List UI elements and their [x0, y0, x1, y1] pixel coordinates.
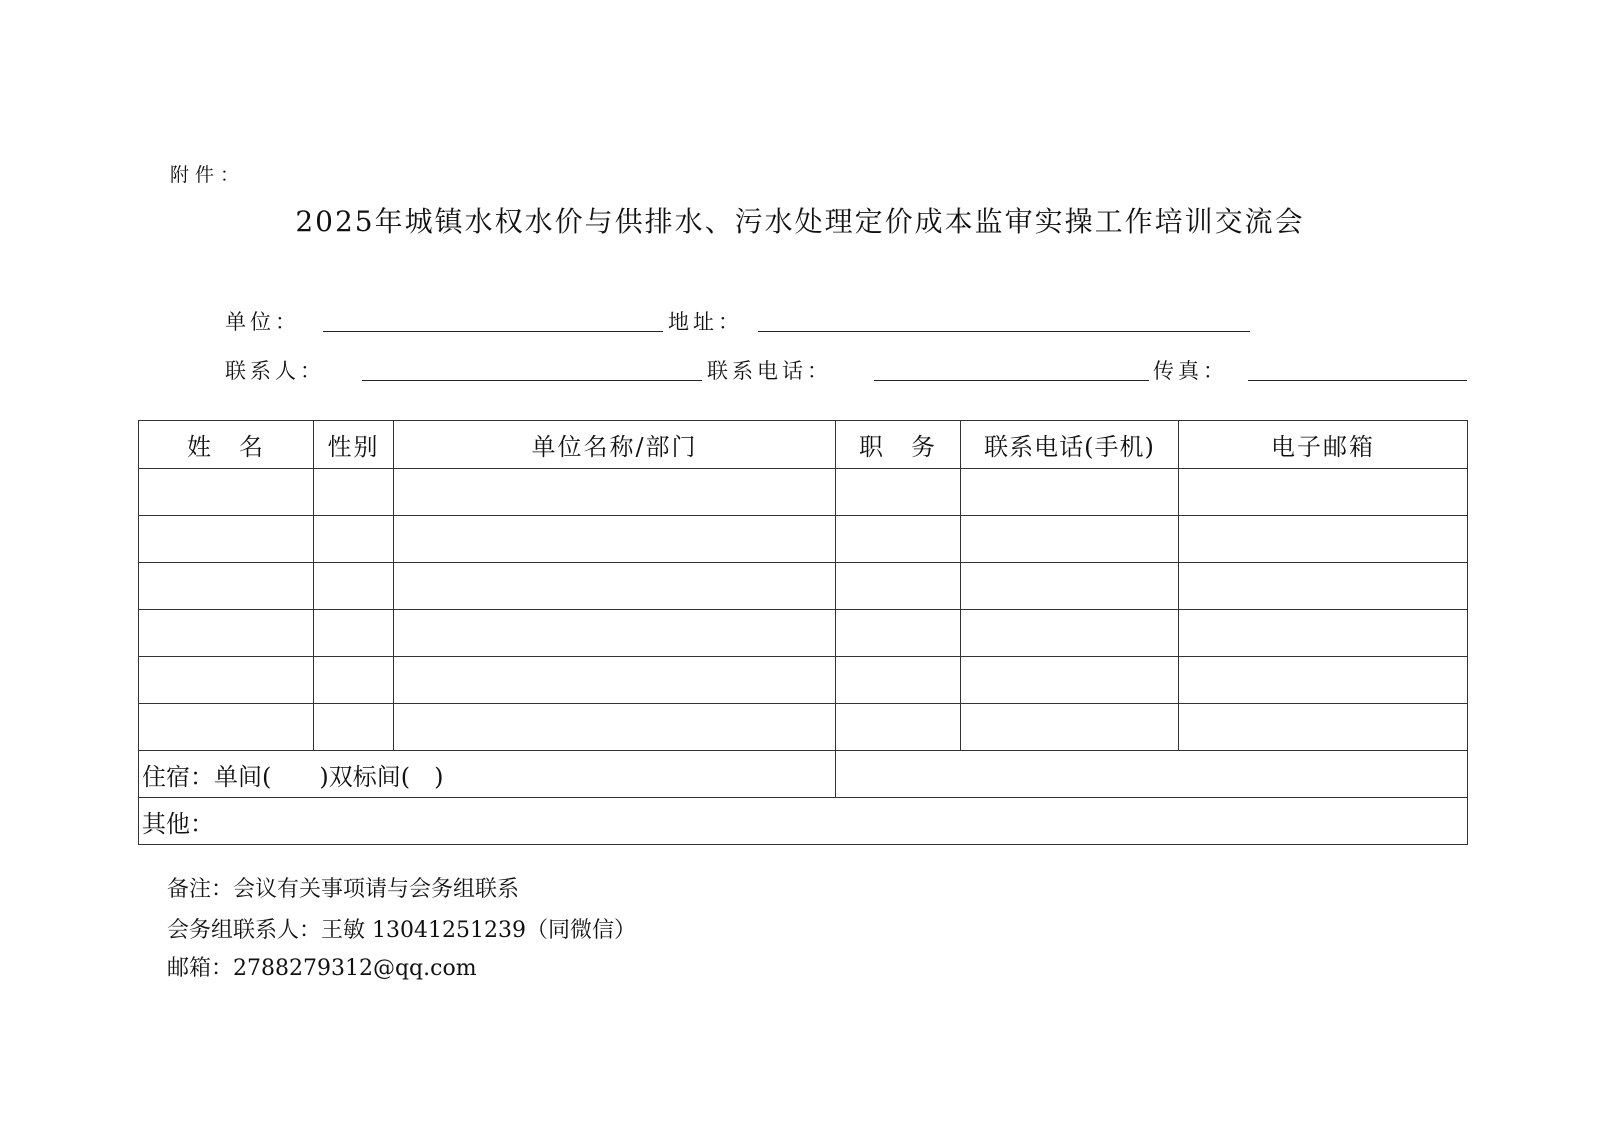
organizer-email-text: 邮箱：2788279312@qq.com: [167, 956, 477, 981]
table-header-row: [139, 421, 1468, 469]
cell-name[interactable]: [139, 704, 314, 751]
table-row: [139, 516, 1468, 563]
cell-email[interactable]: [1179, 610, 1468, 657]
cell-email[interactable]: [1179, 516, 1468, 563]
cell-unit-dept[interactable]: [394, 657, 836, 704]
phone-label: 联系电话：: [707, 359, 832, 383]
phone-field[interactable]: [874, 380, 1149, 381]
cell-gender[interactable]: [314, 704, 394, 751]
cell-position[interactable]: [836, 657, 961, 704]
cell-gender[interactable]: [314, 610, 394, 657]
cell-mobile[interactable]: [961, 610, 1179, 657]
cell-email[interactable]: [1179, 657, 1468, 704]
cell-unit-dept[interactable]: [394, 516, 836, 563]
fax-label: 传真：: [1153, 359, 1228, 383]
table-row: [139, 704, 1468, 751]
cell-gender[interactable]: [314, 563, 394, 610]
organizer-contact-text: 会务组联系人：王敏 13041251239（同微信）: [167, 918, 636, 943]
cell-email[interactable]: [1179, 563, 1468, 610]
unit-field[interactable]: [323, 331, 663, 332]
remark-text: 备注：会议有关事项请与会务组联系: [167, 877, 520, 902]
table-row: [139, 610, 1468, 657]
cell-name[interactable]: [139, 657, 314, 704]
cell-unit-dept[interactable]: [394, 563, 836, 610]
other-cell[interactable]: 其他：: [139, 798, 1468, 845]
cell-position[interactable]: [836, 704, 961, 751]
cell-position[interactable]: [836, 563, 961, 610]
cell-unit-dept[interactable]: [394, 610, 836, 657]
cell-unit-dept[interactable]: [394, 469, 836, 516]
cell-mobile[interactable]: [961, 516, 1179, 563]
cell-gender[interactable]: [314, 516, 394, 563]
lodging-row: [139, 751, 1468, 798]
contact-label: 联系人：: [225, 359, 325, 383]
col-header-email: 电子邮箱: [1179, 421, 1468, 469]
cell-gender[interactable]: [314, 657, 394, 704]
cell-name[interactable]: [139, 563, 314, 610]
cell-email[interactable]: [1179, 469, 1468, 516]
cell-gender[interactable]: [314, 469, 394, 516]
unit-label: 单位：: [225, 310, 300, 334]
table-row: [139, 469, 1468, 516]
col-header-gender: 性别: [314, 421, 394, 469]
table-row: [139, 563, 1468, 610]
cell-name[interactable]: [139, 610, 314, 657]
cell-mobile[interactable]: [961, 469, 1179, 516]
other-row: [139, 798, 1468, 845]
cell-position[interactable]: [836, 469, 961, 516]
col-header-name: 姓 名: [139, 421, 314, 469]
registration-table: [138, 420, 1468, 845]
address-label: 地址：: [668, 310, 743, 334]
address-field[interactable]: [758, 331, 1250, 332]
table-row: [139, 657, 1468, 704]
cell-position[interactable]: [836, 516, 961, 563]
col-header-position: 职 务: [836, 421, 961, 469]
attachment-label: 附件：: [170, 164, 246, 186]
lodging-cell[interactable]: 住宿：单间( )双标间( ): [139, 751, 836, 798]
cell-name[interactable]: [139, 516, 314, 563]
cell-unit-dept[interactable]: [394, 704, 836, 751]
cell-mobile[interactable]: [961, 657, 1179, 704]
fax-field[interactable]: [1248, 380, 1467, 381]
lodging-extra-cell[interactable]: [836, 751, 1468, 798]
col-header-mobile: 联系电话(手机): [961, 421, 1179, 469]
col-header-unit-dept: 单位名称/部门: [394, 421, 836, 469]
cell-mobile[interactable]: [961, 704, 1179, 751]
cell-name[interactable]: [139, 469, 314, 516]
cell-position[interactable]: [836, 610, 961, 657]
cell-mobile[interactable]: [961, 563, 1179, 610]
cell-email[interactable]: [1179, 704, 1468, 751]
contact-field[interactable]: [362, 380, 702, 381]
page-title: 2025年城镇水权水价与供排水、污水处理定价成本监审实操工作培训交流会: [295, 205, 1305, 238]
